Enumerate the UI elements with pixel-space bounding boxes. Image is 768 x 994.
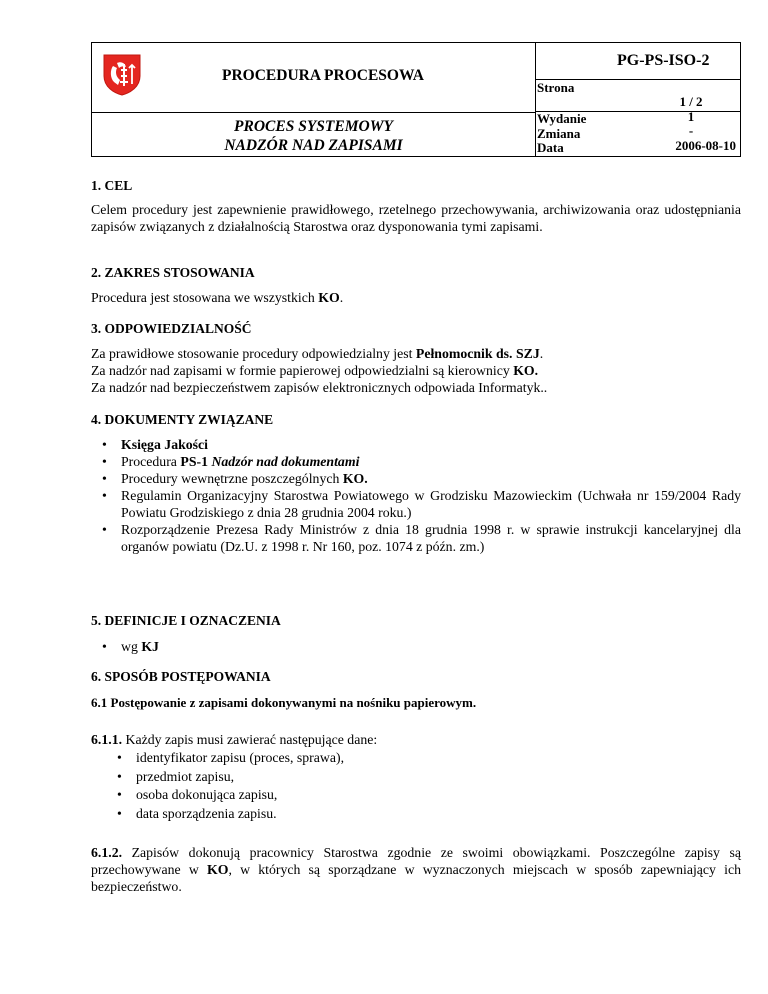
header-divider [92,112,535,113]
text-bold: KO [318,290,340,305]
doc-title-line1: PROCES SYSTEMOWY [234,118,393,135]
text-bold: KO. [342,471,368,486]
list-item: • Rozporządzenie Prezesa Rady Ministrów z dnia 18 grudnia 1998 r. w sprawie instrukcji kancelaryjnej dla organów powiatu (Dz.U. z 1998 r. Nr 160, poz. 1074 z późn. zm.) [99,521,741,555]
date-value: 2006-08-10 [675,137,736,153]
list-item: • data sporządzenia zapisu. [114,805,734,824]
bullet-list [99,638,741,655]
list-item [99,638,741,655]
text: Za prawidłowe stosowanie procedury odpowiedzialny jest [91,346,416,361]
section-heading: 3. ODPOWIEDZIALNOŚĆ [91,321,252,336]
text-bold-italic: Nadzór nad dokumentami [211,454,360,469]
text-bold: KO [206,862,229,877]
line [91,362,741,379]
list-item: • przedmiot zapisu, [114,768,734,787]
section-heading: 1. CEL [91,178,133,193]
text: Zapisów dokonują pracownicy Starostwa zgodnie ze swoimi obowiązkami. Poszczególne zapisy są przechowywane w [91,845,741,877]
text: wg [121,639,142,654]
text: Procedura [121,454,181,469]
paragraph-number: 6.1.2. [91,845,123,860]
list-item: • osoba dokonująca zapisu, [114,786,734,805]
text-bold: Księga Jakości [121,437,208,452]
text: . [339,290,344,305]
paragraph [91,345,741,396]
edition-label: Wydanie [537,111,587,126]
bullet-list [114,749,734,823]
change-label: Zmiana [537,125,581,141]
paragraph [91,844,741,895]
list-item [99,470,741,487]
header-divider [535,43,536,156]
paragraph-number: 6.1.1. [91,732,123,747]
page-label: Strona [537,80,575,95]
text: . [539,346,544,361]
section-heading: 6. SPOSÓB POSTĘPOWANIA [91,669,271,684]
paragraph: Celem procedury jest zapewnienie prawidłowego, rzetelnego przechowywania, archiwizowania oraz udostępniania zapisów związanych z działalnością Starostwa oraz dysponowania tymi zapisami. [91,202,741,234]
doc-title [92,117,535,155]
section-heading: 4. DOKUMENTY ZWIĄZANE [91,412,274,427]
paragraph [91,731,741,748]
list-item [99,436,741,453]
text: Każdy zapis musi zawierać następujące dane: [122,732,378,747]
change-value: - [688,123,694,138]
text: Za nadzór nad zapisami w formie papierowej odpowiedzialni są kierownicy [91,363,514,378]
text-bold: KJ [141,639,159,654]
text-bold: PS-1 [180,454,212,469]
text: Procedura jest stosowana we wszystkich [91,290,319,305]
list-item [99,453,741,470]
doc-type: PROCEDURA PROCESOWA [222,67,424,84]
edition-value: 1 [687,108,695,124]
paragraph [91,289,741,306]
doc-code: PG-PS-ISO-2 [617,52,710,69]
line: Za nadzór nad bezpieczeństwem zapisów elektronicznych odpowiada Informatyk.. [91,380,548,395]
coat-of-arms-logo [100,52,144,96]
page-value: 1 / 2 [679,94,703,109]
section-heading: 2. ZAKRES STOSOWANIA [91,265,255,280]
meta-values [646,95,736,153]
text-bold: Pełnomocnik ds. SZJ [415,346,540,361]
text: , w których są sporządzane w wyznaczonych miejscach w sposób zapewniający ich bezpieczeństwo. [91,862,741,894]
date-label: Data [537,140,564,155]
header-table [91,42,741,157]
text: Procedury wewnętrzne poszczególnych [121,471,343,486]
list-item: • Regulamin Organizacyjny Starostwa Powiatowego w Grodzisku Mazowieckim (Uchwała nr 159/2004 Rady Powiatu Grodziskiego z dnia 28 grudnia 2004 roku.) [99,487,741,521]
bullet-list [99,436,741,555]
section-heading: 5. DEFINICJE I OZNACZENIA [91,613,281,628]
subsection-heading: 6.1 Postępowanie z zapisami dokonywanymi na nośniku papierowym. [91,695,477,710]
text-bold: KO. [513,363,539,378]
meta-labels [537,112,586,156]
line [91,345,741,362]
doc-title-line2: NADZÓR NAD ZAPISAMI [224,137,403,154]
list-item: • identyfikator zapisu (proces, sprawa), [114,749,734,768]
